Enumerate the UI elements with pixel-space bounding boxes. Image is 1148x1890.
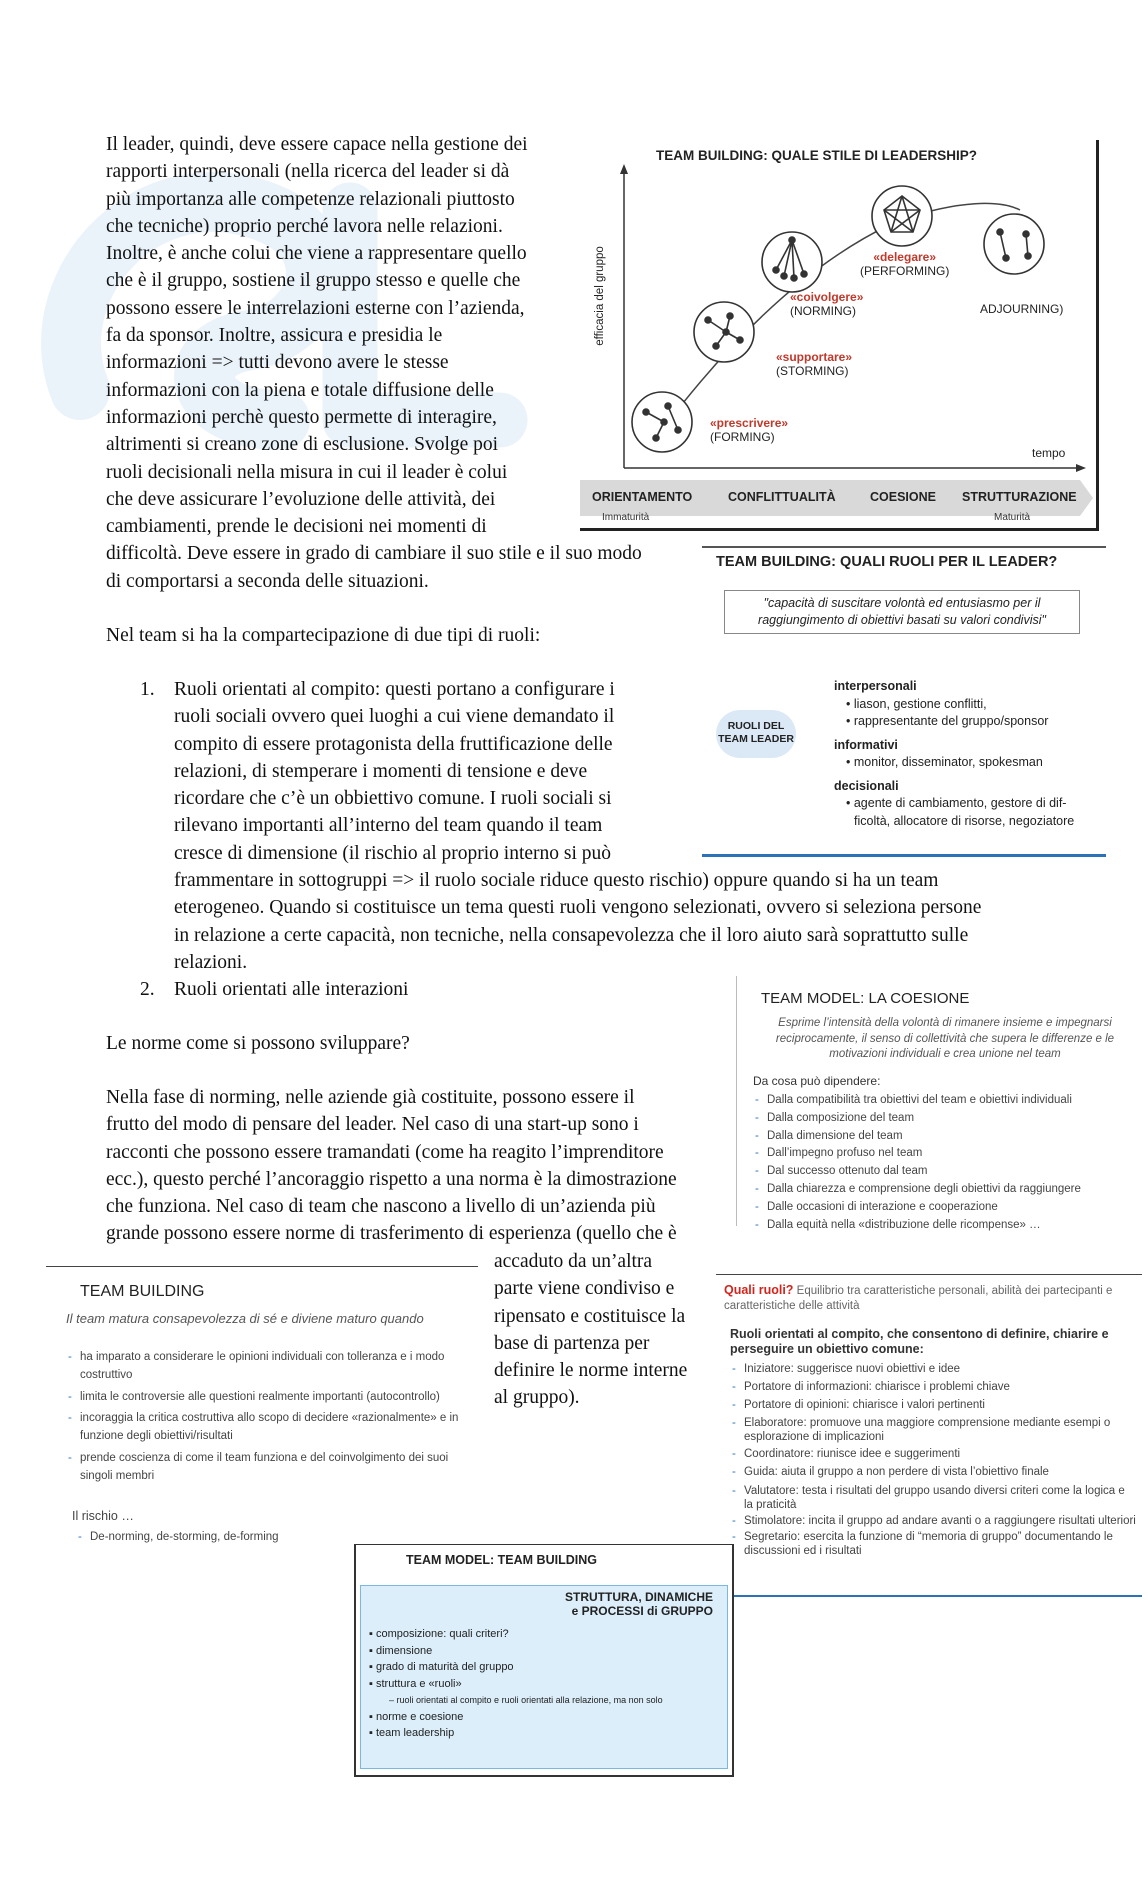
- cohesion-list: [753, 1092, 1141, 1234]
- list-item: - Iniziatore: suggerisce nuovi obiettivi e idee: [730, 1361, 1136, 1379]
- x-axis-label: tempo: [1032, 446, 1066, 460]
- list-item-text: team leadership: [375, 1727, 455, 1739]
- stage-circle-norming: [762, 232, 822, 292]
- stage-phase: (NORMING): [790, 304, 856, 318]
- bubble-line: RUOLI DEL: [727, 720, 785, 732]
- which-roles-header: [724, 1283, 1134, 1313]
- role-item: • agente di cambiamento, gestore di dif-: [846, 796, 1067, 810]
- list-item: - limita le controversie alle questioni realmente importanti (autocontrollo): [66, 1389, 476, 1407]
- maturity-right-label: Maturità: [994, 512, 1031, 523]
- stage-phase: (PERFORMING): [860, 264, 950, 278]
- list-item: - Dal successo ottenuto dal team: [753, 1163, 1141, 1181]
- list-item-text: struttura e «ruoli»: [375, 1677, 462, 1690]
- list-item: - Stimolatore: incita il gruppo ad andare avanti o a raggiungere risultati ulteriori: [730, 1514, 1136, 1528]
- text-line: più importanza alle competenze relazionali piuttosto: [106, 188, 515, 210]
- text-line: al gruppo).: [494, 1387, 580, 1409]
- list-item: - Elaboratore: promuove una maggiore comprensione mediante esempi o esplorazione di implicazioni: [730, 1416, 1136, 1444]
- maturity-step: COESIONE: [870, 490, 936, 504]
- y-axis-label: efficacia del gruppo: [593, 246, 606, 346]
- which-roles-title: Quali ruoli?: [724, 1283, 794, 1297]
- list-item: - Coordinatore: riunisce idee e suggerimenti: [730, 1446, 1136, 1464]
- text-line: rapporti interpersonali (nella ricerca del leader si dà: [106, 161, 510, 183]
- which-roles-subtitle: Equilibrio tra caratteristiche personali, abilità dei partecipanti e caratteristiche delle attività: [724, 1285, 1113, 1312]
- text-line: ruoli decisionali nella misura in cui il leader è colui: [106, 461, 508, 483]
- stage-phase: (STORMING): [776, 364, 849, 378]
- figure-leadership-style: [580, 140, 1099, 531]
- text-line: ecc.), questo perché l’ancoraggio rispetto a una norma è la dimostrazione: [106, 1168, 677, 1190]
- list-item: - Dalla composizione del team: [753, 1110, 1141, 1128]
- figure-title: TEAM MODEL: TEAM BUILDING: [406, 1553, 597, 1567]
- text-line: Ruoli orientati al compito: questi portano a configurare i: [174, 679, 615, 700]
- text-line: definire le norme interne: [494, 1360, 688, 1382]
- role-group-heading: interpersonali: [834, 679, 917, 693]
- leadership-curve-chart: [580, 140, 1096, 528]
- text-line: ruoli sociali ovvero quei luoghi a cui viene demandato il: [174, 706, 615, 728]
- list-item: - Dalla compatibilità tra obiettivi del team e obiettivi individuali: [753, 1092, 1141, 1110]
- list-item: - Portatore di informazioni: chiarisce i problemi chiave: [730, 1379, 1136, 1397]
- team-model-list: [369, 1626, 719, 1742]
- text-line: frutto del modo di pensare del leader. Nel caso di una start-up sono i: [106, 1114, 639, 1136]
- cohesion-subtitle: Da cosa può dipendere:: [753, 1074, 881, 1088]
- figure-team-building: [46, 1266, 478, 1567]
- role-item: ficoltà, allocatore di risorse, negoziatore: [854, 813, 1075, 828]
- text-line: base di partenza per: [494, 1332, 650, 1354]
- list-number-1: 1.: [140, 679, 155, 700]
- team-building-intro: Il team matura consapevolezza di sé e diviene maturo quando: [66, 1311, 424, 1326]
- text-line: ripensato e costituisce la: [494, 1305, 686, 1327]
- list-item: ▪ grado di maturità del gruppo: [369, 1661, 514, 1673]
- bubble-line: TEAM LEADER: [718, 733, 794, 745]
- list-item: - Valutatore: testa i risultati del gruppo usando diversi criteri come la logica e la praticità: [730, 1484, 1136, 1512]
- list-item-text: ruoli orientati al compito e ruoli orientati alla relazione, ma non solo: [396, 1695, 663, 1705]
- box-title-line: e PROCESSI di GRUPPO: [571, 1604, 713, 1618]
- list-item: ▪ team leadership: [369, 1727, 455, 1739]
- stage-style: «coivolgere»: [790, 290, 864, 304]
- text-line: Inoltre, è anche colui che viene a rappresentare quello: [106, 243, 527, 265]
- stage-label-storming: [776, 350, 852, 378]
- paragraph-norms: [106, 1084, 726, 1248]
- figure-cohesion: [736, 976, 1143, 1231]
- list-item: ▪ struttura e «ruoli»: [369, 1677, 462, 1690]
- role-item: • rappresentante del gruppo/sponsor: [846, 714, 1049, 728]
- sub-list-item: – ruoli orientati al compito e ruoli orientati alla relazione, ma non solo: [389, 1695, 663, 1705]
- role-group-heading: decisionali: [834, 778, 899, 793]
- list-item: - prende coscienza di come il team funziona e del coinvolgimento dei suoi singoli membri: [66, 1450, 476, 1486]
- list-item: - Dalla chiarezza e comprensione degli obiettivi da raggiungere: [753, 1181, 1141, 1199]
- text-line: possono essere le interrelazioni esterne con l’azienda,: [106, 297, 525, 319]
- list-item: - ha imparato a considerare le opinioni individuali con tolleranza e i modo costruttivo: [66, 1349, 476, 1385]
- risk-label: Il rischio …: [72, 1509, 134, 1523]
- text-line: frammentare in sottogruppi => il ruolo sociale riduce questo rischio) oppure quando si ha un team: [174, 870, 939, 892]
- list-number-2: 2.: [140, 979, 155, 1000]
- figure-title: TEAM BUILDING: [80, 1283, 205, 1300]
- text-line: informazioni con la piena e totale diffusione delle: [106, 379, 494, 401]
- stage-label-norming: [790, 290, 863, 318]
- list-item: - Segretario: esercita la funzione di “memoria di gruppo” documentando le discussioni ed i risultati: [730, 1530, 1136, 1558]
- stage-style: «supportare»: [776, 350, 853, 364]
- stage-circle-storming: [694, 302, 754, 362]
- text-line: che funziona. Nel caso di team che nascono a livello di un’azienda più: [106, 1196, 656, 1218]
- quote-box: "capacità di suscitare volontà ed entusiasmo per il raggiungimento di obiettivi basati su valori condivisi": [724, 590, 1080, 634]
- text-line: eterogeneo. Quando si costituisce un tema questi ruoli vengono selezionati, ovvero si seleziona persone: [174, 897, 982, 919]
- paragraph-norms-tail: [494, 1248, 704, 1412]
- cohesion-intro: Esprime l’intensità della volontà di rimanere insieme e impegnarsi reciprocamente, il senso di collettività che supera le differenze e le motivazioni individuali e crea unione nel team: [775, 1017, 1115, 1060]
- text-line: grande possono essere norme di trasferimento di esperienza (quello che è: [106, 1223, 677, 1245]
- text-line: cambiamenti, prende le decisioni nei momenti di: [106, 516, 487, 538]
- list-item-2: Ruoli orientati alle interazioni: [174, 979, 409, 1000]
- list-item: - Dalla equità nella «distribuzione delle ricompense» …: [753, 1217, 1141, 1235]
- role-item: • liason, gestione conflitti,: [846, 696, 987, 711]
- figure-leader-roles: [702, 546, 1106, 857]
- list-item: - Guida: aiuta il gruppo a non perdere di vista l’obiettivo finale: [730, 1464, 1136, 1482]
- list-item: - Dalla dimensione del team: [753, 1128, 1141, 1146]
- list-item: - De-norming, de-storming, de-forming: [76, 1529, 456, 1547]
- maturity-step: STRUTTURAZIONE: [962, 490, 1077, 504]
- text-line: accaduto da un’altra: [494, 1251, 653, 1272]
- text-line: parte viene condiviso e: [494, 1278, 675, 1300]
- figure-team-model: [354, 1544, 734, 1777]
- maturity-bar: [580, 480, 1093, 526]
- figure-title: TEAM BUILDING: QUALI RUOLI PER IL LEADER?: [716, 554, 1058, 570]
- text-line: di comportarsi a seconda delle situazioni.: [106, 570, 429, 592]
- list-item: - Dall’impegno profuso nel team: [753, 1145, 1141, 1163]
- text-line: relazioni, di stemperare i momenti di tensione e deve: [174, 760, 588, 782]
- which-roles-list: [730, 1361, 1136, 1560]
- text-line: rilevano importanti all’interno del team quando il team: [174, 815, 603, 837]
- stage-circle-forming: [632, 392, 692, 452]
- list-item: - incoraggia la critica costruttiva allo scopo di decidere «razionalmente» e in funzione degli obiettivi/risultati: [66, 1410, 476, 1446]
- stage-circle-adjourning: [984, 214, 1044, 274]
- stage-style: «delegare»: [873, 250, 937, 264]
- figure-title: TEAM MODEL: LA COESIONE: [761, 990, 970, 1007]
- text-line: cresce di dimensione (il rischio al proprio interno si può: [174, 842, 612, 864]
- stage-label-performing: [860, 250, 949, 278]
- role-groups: [834, 678, 1104, 830]
- text-line: in relazione a certe capacità, non tecniche, nella consapevolezza che il loro aiuto sarà soprattutto sulle: [174, 924, 969, 946]
- list-item-text: composizione: quali criteri?: [375, 1628, 509, 1640]
- figure-which-roles: [716, 1274, 1142, 1597]
- paragraph-norms-question: Le norme come si possono sviluppare?: [106, 1033, 410, 1054]
- text-line: difficoltà. Deve essere in grado di cambiare il suo stile e il suo modo: [106, 543, 642, 565]
- text-line: fa da sponsor. Inoltre, assicura e presidia le: [106, 325, 443, 347]
- list-item: - Dalle occasioni di interazione e cooperazione: [753, 1199, 1141, 1217]
- figure-title: TEAM BUILDING: QUALE STILE DI LEADERSHIP?: [656, 148, 978, 163]
- list-item-text: dimensione: [375, 1644, 433, 1657]
- maturity-left-label: Immaturità: [602, 512, 650, 523]
- list-item-text: grado di maturità del gruppo: [375, 1661, 514, 1673]
- maturity-step: ORIENTAMENTO: [592, 490, 693, 504]
- list-item: ▪ dimensione: [369, 1644, 433, 1657]
- role-item: • monitor, disseminator, spokesman: [846, 755, 1043, 769]
- list-item-text: norme e coesione: [375, 1710, 464, 1723]
- team-building-list: [66, 1349, 476, 1486]
- text-line: racconti che possono essere tramandati (come ha reagito l’imprenditore: [106, 1141, 664, 1163]
- roles-bubble: [716, 710, 796, 758]
- list-item: - Portatore di opinioni: chiarisce i valori pertinenti: [730, 1397, 1136, 1415]
- text-line: Nella fase di norming, nelle aziende già costituite, possono essere il: [106, 1087, 635, 1108]
- box-title: [565, 1590, 713, 1618]
- list-item: ▪ norme e coesione: [369, 1710, 464, 1723]
- text-line: ricordare che c’è un obbiettivo comune. I ruoli sociali si: [174, 788, 612, 810]
- text-line: compito di essere protagonista della fruttificazione delle: [174, 733, 613, 755]
- text-line: informazioni perchè questo permette di interagire,: [106, 406, 497, 428]
- role-group-heading: informativi: [834, 737, 898, 752]
- which-roles-lead: Ruoli orientati al compito, che consentono di definire, chiarire e perseguire un obiettivo comune:: [730, 1327, 1109, 1356]
- stage-circle-performing: [872, 186, 932, 246]
- stage-phase: (FORMING): [710, 430, 775, 444]
- text-line: Il leader, quindi, deve essere capace nella gestione dei: [106, 134, 528, 155]
- list-item: ▪ composizione: quali criteri?: [369, 1628, 509, 1640]
- stage-label-forming: [710, 416, 788, 444]
- text-line: che tecniche) proprio perché lavora nelle relazioni.: [106, 215, 503, 237]
- text-line: informazioni => tutti devono avere le stesse: [106, 352, 449, 374]
- paragraph-roles-intro: Nel team si ha la compartecipazione di due tipi di ruoli:: [106, 625, 541, 646]
- team-model-box: [360, 1585, 728, 1769]
- box-title-line: STRUTTURA, DINAMICHE: [565, 1590, 713, 1604]
- text-line: altrimenti si creano zone di esclusione. Svolge poi: [106, 434, 499, 456]
- stage-style: «prescrivere»: [710, 416, 789, 430]
- stage-label-adjourning: ADJOURNING): [980, 302, 1064, 316]
- text-line: che deve assicurare l’evoluzione delle attività, dei: [106, 488, 496, 510]
- maturity-step: CONFLITTUALITÀ: [728, 490, 836, 504]
- text-line: relazioni.: [174, 951, 248, 973]
- text-line: che è il gruppo, sostiene il gruppo stesso e quelle che: [106, 270, 521, 292]
